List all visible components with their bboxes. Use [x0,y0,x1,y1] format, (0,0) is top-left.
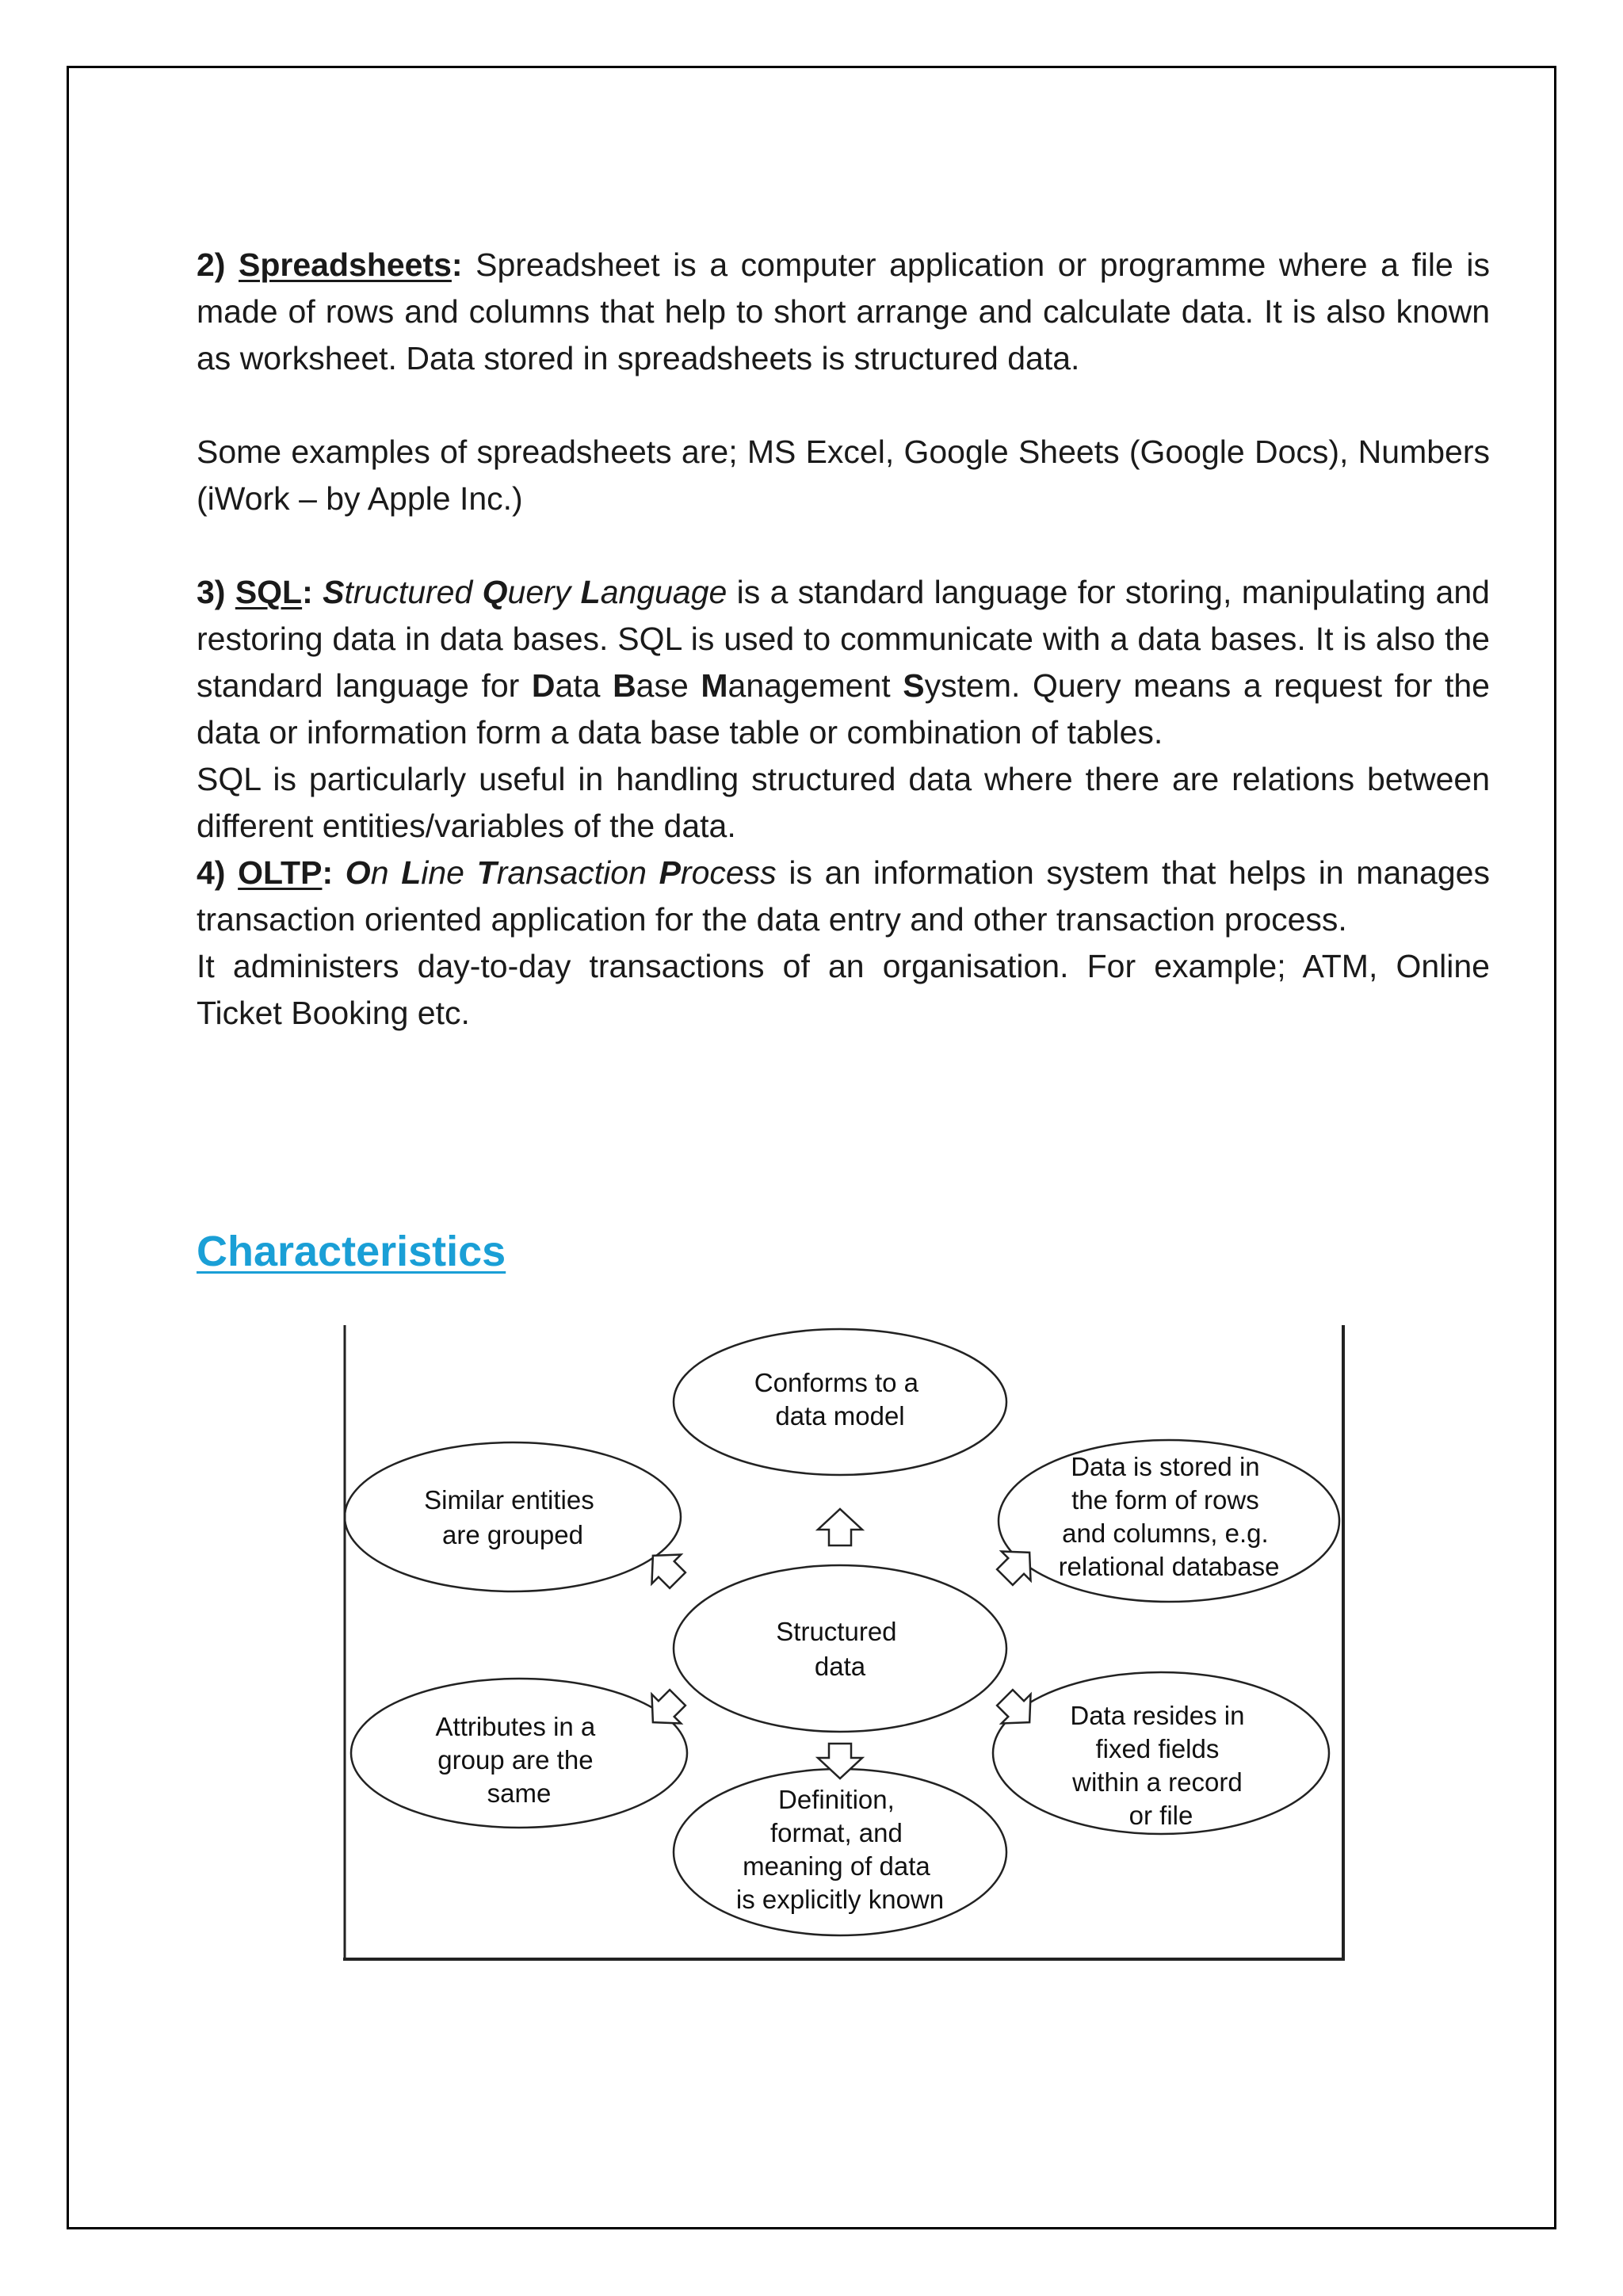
oltp-definition: is an information system that helps in manages transaction oriented application for the data entry and other transaction process. [197,854,1490,938]
sql-definition: is a standard language for storing, manipulating and restoring data in data bases. SQL is used to communicate with a data bases. It is also the standard language for [197,574,1490,704]
sql-term: SQL [235,574,303,610]
oltp-expansion: On Line Transaction Process [345,854,777,891]
spreadsheets-paragraph: 2) Spreadsheets: Spreadsheet is a computer application or programme where a file is made of rows and columns that help to short arrange and calculate data. It is also known as worksheet. Data stored in spreadsheets is structured data. [197,246,1490,376]
ellipse-top-left [345,1442,681,1591]
label-top: Conforms to a data model [754,1368,919,1431]
sql-paragraph: 3) SQL: Structured Query Language is a standard language for storing, manipulating and restoring data in data bases. SQL is used to communicate with a data bases. It is also the standard language for Data Base Management System. Query means a request for the data or information form a data base table or combination of tables. [197,574,1490,751]
structured-data-diagram [341,1325,1347,1966]
dbms-expansion: Data Base Management System. [531,667,1021,704]
label-bottom-right: Data resides in fixed fields within a record or file [1070,1701,1245,1830]
oltp-term: OLTP [238,854,323,891]
arrow-down-right [991,1683,1044,1737]
arrow-up-right [991,1538,1044,1592]
oltp-number: 4) [197,854,226,891]
arrow-down [818,1744,862,1778]
spreadsheets-examples: Some examples of spreadsheets are; MS Excel, Google Sheets (Google Docs), Numbers (iWork – by Apple Inc.) [197,434,1490,517]
sql-usefulness: SQL is particularly useful in handling structured data where there are relations between different entities/variables of the data. [197,761,1490,844]
label-center: Structured data [776,1617,897,1681]
section-heading: Characteristics [197,1228,506,1275]
oltp-paragraph: 4) OLTP: On Line Transaction Process is an information system that helps in manages transaction oriented application for the data entry and other transaction process. [197,854,1490,938]
query-definition: Query means a request for the data or information form a data base table or combination of tables. [197,667,1490,751]
label-bottom: Definition, format, and meaning of data is explicitly known [735,1785,945,1914]
label-top-left: Similar entities are grouped [424,1485,594,1549]
label-bottom-left: Attributes in a group are the same [435,1712,596,1808]
oltp-examples: It administers day-to-day transactions of an organisation. For example; ATM, Online Ticket Booking etc. [197,948,1490,1031]
ellipse-center [674,1565,1006,1732]
spreadsheets-number: 2) [197,246,226,283]
spreadsheets-definition: Spreadsheet is a computer application or programme where a file is made of rows and columns that help to short arrange and calculate data. It is also known as worksheet. Data stored in spreadsheets is structured data. [197,246,1490,376]
label-top-right: Data is stored in the form of rows and columns, e.g. relational database [1058,1452,1280,1581]
arrow-up [818,1509,862,1545]
sql-expansion: Structured Query Language [323,574,727,610]
spreadsheets-term: Spreadsheets [239,246,452,283]
document-body [197,242,1490,1037]
sql-number: 3) [197,574,226,610]
arrow-down-left [639,1683,693,1737]
